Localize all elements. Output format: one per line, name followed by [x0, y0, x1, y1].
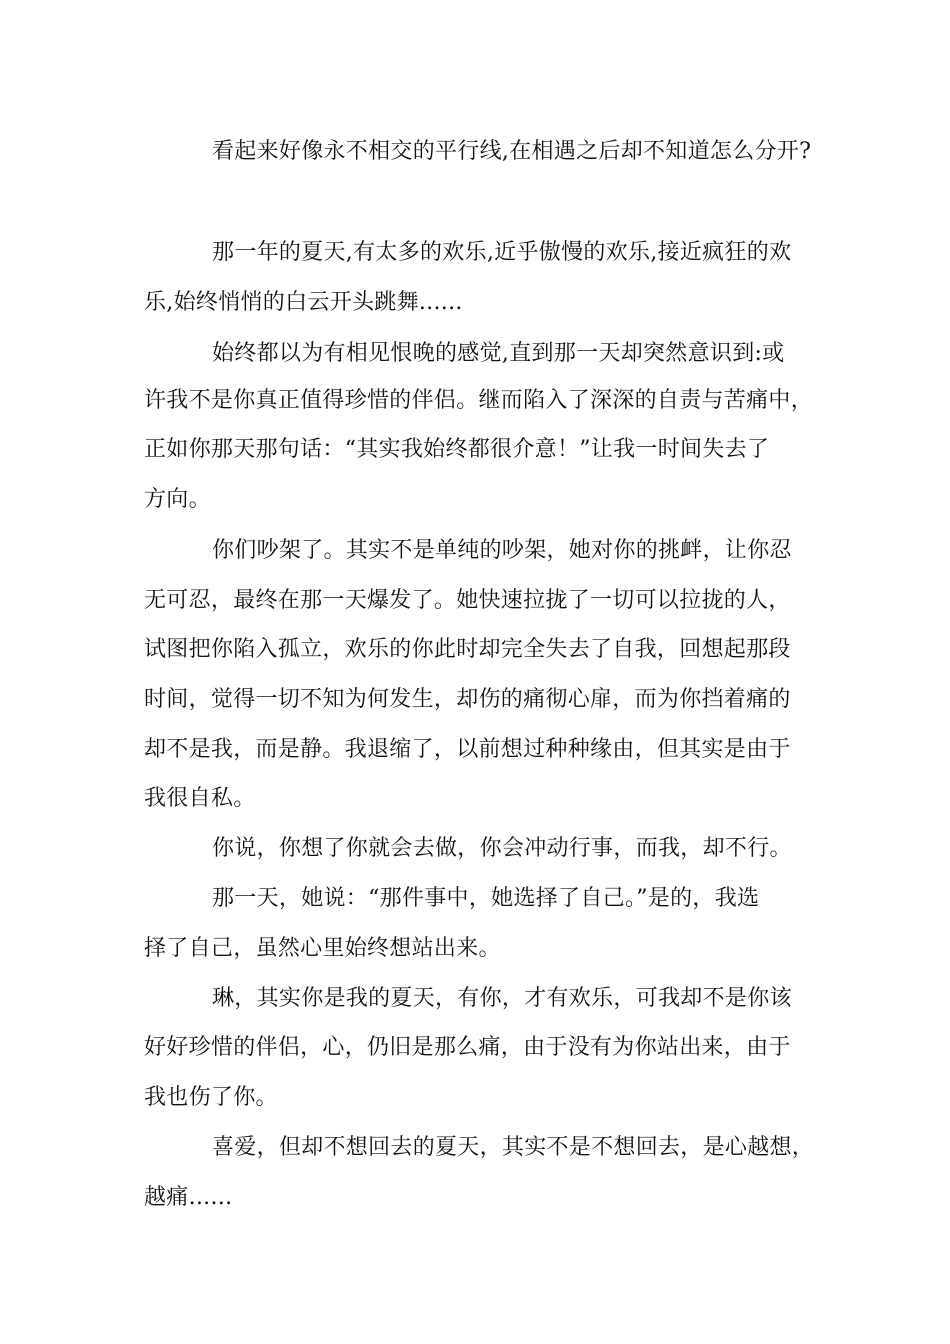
text-line: 喜爱，但却不想回去的夏天，其实不是不想回去，是心越想，	[212, 1135, 815, 1160]
text-line: 你们吵架了。其实不是单纯的吵架，她对你的挑衅，让你忍	[212, 538, 792, 563]
text-line: 始终都以为有相见恨晚的感觉,直到那一天却突然意识到:或	[212, 341, 785, 366]
text-line: 越痛......	[144, 1185, 233, 1210]
text-line: 时间，觉得一切不知为何发生，却伤的痛彻心扉，而为你挡着痛的	[144, 687, 791, 712]
text-line: 那一天，她说：“那件事中，她选择了自己。”是的，我选	[212, 886, 760, 911]
text-line: 试图把你陷入孤立，欢乐的你此时却完全失去了自我，回想起那段	[144, 637, 791, 662]
text-line: 好好珍惜的伴侣，心，仍旧是那么痛，由于没有为你站出来，由于	[144, 1035, 791, 1060]
text-line: 却不是我，而是静。我退缩了，以前想过种种缘由，但其实是由于	[144, 737, 791, 762]
text-line: 乐,始终悄悄的白云开头跳舞......	[144, 290, 463, 315]
text-line: 无可忍，最终在那一天爆发了。她快速拉拢了一切可以拉拢的人，	[144, 588, 791, 613]
text-line: 你说，你想了你就会去做，你会冲动行事，而我，却不行。	[212, 836, 792, 861]
text-line: 方向。	[144, 487, 211, 512]
text-line: 我很自私。	[144, 786, 256, 811]
text-line: 许我不是你真正值得珍惜的伴侣。继而陷入了深深的自责与苦痛中，	[144, 388, 814, 413]
text-line: 那一年的夏天,有太多的欢乐,近乎傲慢的欢乐,接近疯狂的欢	[212, 240, 792, 265]
text-line: 琳，其实你是我的夏天，有你，才有欢乐，可我却不是你该	[212, 986, 792, 1011]
text-line: 正如你那天那句话：“其实我始终都很介意！”让我一时间失去了	[144, 437, 770, 462]
text-line: 我也伤了你。	[144, 1085, 278, 1110]
text-line: 择了自己，虽然心里始终想站出来。	[144, 936, 501, 961]
text-line: 看起来好像永不相交的平行线,在相遇之后却不知道怎么分开?	[212, 139, 812, 164]
